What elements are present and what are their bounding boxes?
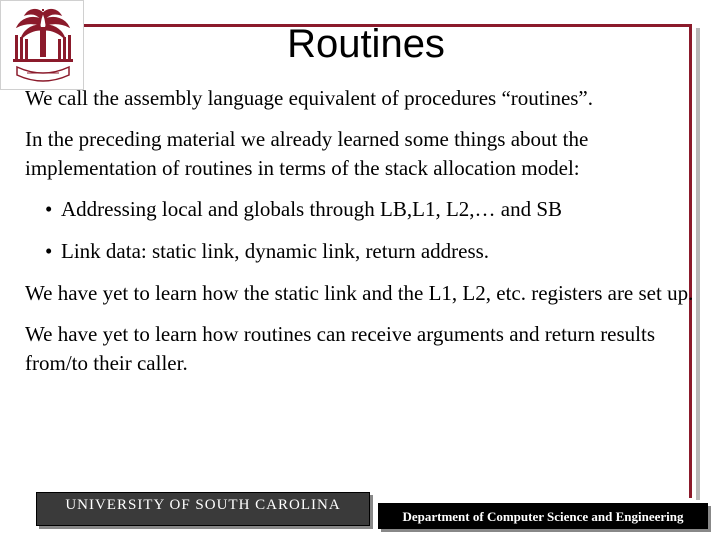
body-paragraph: We have yet to learn how the static link and the L1, L2, etc. registers are set up. [25,281,694,305]
bullet-text: Link data: static link, dynamic link, return address. [61,239,490,263]
body-paragraph: We have yet to learn how routines can receive arguments and return results from/to their caller. [25,322,656,375]
bullet-dot-icon: • [45,239,53,263]
slide-body [25,84,695,390]
bullet-list [25,195,695,266]
footer-department-banner: Department of Computer Science and Engineering [378,503,708,529]
bullet-dot-icon: • [45,197,53,221]
frame-shadow [696,28,700,500]
bullet-text: Addressing local and globals through LB,L1, L2,… and SB [61,197,563,221]
university-logo [0,0,84,90]
body-paragraph: In the preceding material we already learned some things about the implementation of routines in terms of the stack allocation model: [25,127,589,180]
body-paragraph: We call the assembly language equivalent of procedures “routines”. [25,86,594,110]
bullet-item [45,195,695,224]
palmetto-seal-logo-icon [7,5,79,87]
footer-university-banner: UNIVERSITY OF SOUTH CAROLINA [36,492,370,526]
bullet-item [45,237,695,266]
slide-title: Routines [287,22,445,66]
